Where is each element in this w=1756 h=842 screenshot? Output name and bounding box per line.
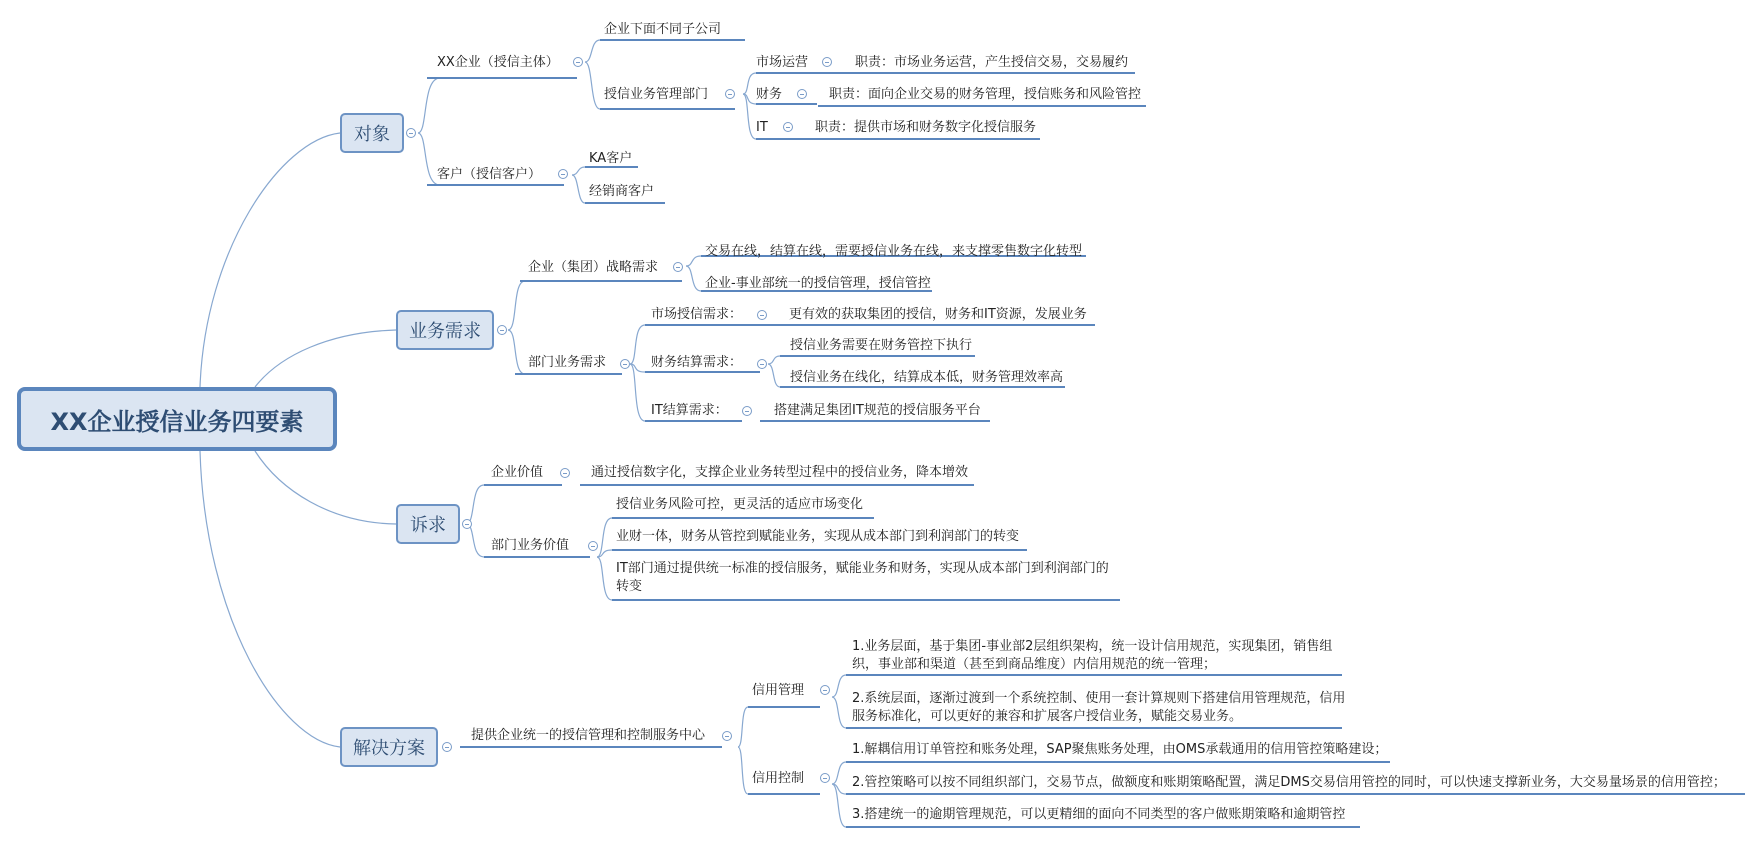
connector-value-item1 [597, 518, 612, 557]
node-credit-dept[interactable]: 授信业务管理部门 [604, 87, 709, 102]
connector-value-item3 [597, 557, 612, 600]
node-finance-demand-item2[interactable]: 授信业务在线化，结算成本低，财务管理效率高 [790, 370, 1064, 385]
collapse-icon[interactable] [560, 468, 570, 478]
connector-mgmt-item1 [832, 675, 846, 697]
node-enterprise-value[interactable]: 企业价值 [491, 465, 544, 480]
collapse-icon[interactable] [462, 519, 472, 529]
collapse-icon[interactable] [673, 262, 683, 272]
node-subsidiaries[interactable]: 企业下面不同子公司 [604, 22, 722, 37]
node-it[interactable]: IT [756, 120, 768, 135]
node-dept-demand[interactable]: 部门业务需求 [528, 355, 607, 370]
connector-mgmt-item2 [832, 697, 846, 728]
node-dept-value-item2[interactable]: 业财一体，财务从管控到赋能业务，实现从成本部门到利润部门的转变 [616, 529, 1020, 544]
connector-group-item2 [686, 266, 701, 291]
collapse-icon[interactable] [797, 89, 807, 99]
node-dept-value-item3[interactable]: IT部门通过提供统一标准的授信服务，赋能业务和财务，实现从成本部门到利润部门的转变 [616, 561, 1109, 594]
connector-dept-market [743, 73, 756, 94]
root-topic[interactable]: XX企业授信业务四要素 [17, 387, 337, 451]
collapse-icon[interactable] [497, 325, 507, 335]
node-mgmt-item1[interactable]: 1.业务层面，基于集团-事业部2层组织架构，统一设计信用规范，实现集团，销售组织，事业部和渠道（甚至到商品维度）内信用规范的统一管理； [852, 639, 1333, 672]
node-market-duty[interactable]: 职责：市场业务运营，产生授信交易，交易履约 [855, 55, 1129, 70]
connector-customer-ka [572, 167, 585, 175]
branch-demand[interactable]: 业务需求 [396, 310, 494, 350]
collapse-icon[interactable] [558, 169, 568, 179]
node-finance-duty[interactable]: 职责：面向企业交易的财务管理，授信账务和风险管控 [829, 87, 1142, 102]
branch-appeal[interactable]: 诉求 [396, 504, 460, 544]
collapse-icon[interactable] [820, 685, 830, 695]
branch-object[interactable]: 对象 [340, 113, 404, 153]
node-it-demand-item[interactable]: 搭建满足集团IT规范的授信服务平台 [774, 403, 981, 418]
node-ctrl-item3[interactable]: 3.搭建统一的逾期管理规范，可以更精细的面向不同类型的客户做账期策略和逾期管控 [852, 807, 1346, 822]
node-group-item1[interactable]: 交易在线，结算在线，需要授信业务在线，来支撑零售数字化转型 [705, 244, 1083, 259]
connector-finance-item1 [768, 356, 780, 364]
connector-appeal-dept [466, 524, 484, 557]
collapse-icon[interactable] [725, 89, 735, 99]
node-it-duty[interactable]: 职责：提供市场和财务数字化授信服务 [815, 120, 1037, 135]
node-market-ops[interactable]: 市场运营 [756, 55, 809, 70]
node-market-demand[interactable]: 市场授信需求： [651, 307, 743, 322]
connector-customer-dealer [572, 175, 585, 203]
connector-finance-item2 [768, 364, 780, 387]
connector-center-mgmt [738, 707, 748, 747]
connector-object-enterprise [418, 78, 440, 133]
connector-group-item1 [686, 256, 701, 266]
connector-root-appeal [255, 451, 396, 524]
node-dept-value[interactable]: 部门业务价值 [491, 538, 570, 553]
node-it-demand[interactable]: IT结算需求： [651, 403, 728, 418]
collapse-icon[interactable] [757, 359, 767, 369]
connector-enterprise-dept [585, 62, 600, 109]
collapse-icon[interactable] [588, 541, 598, 551]
connector-root-demand [255, 330, 396, 387]
branch-solution[interactable]: 解决方案 [340, 727, 438, 767]
node-finance[interactable]: 财务 [756, 87, 783, 102]
collapse-icon[interactable] [442, 742, 452, 752]
connector-demand-group [508, 281, 525, 330]
connector-root-object [200, 133, 340, 387]
node-mgmt-item2[interactable]: 2.系统层面，逐渐过渡到一个系统控制、使用一套计算规则下搭建信用管理规范，信用服务标准化，可以更好的兼容和扩展客户授信业务，赋能交易业务。 [852, 691, 1346, 724]
node-finance-demand-item1[interactable]: 授信业务需要在财务管控下执行 [790, 338, 973, 353]
node-ctrl-item2[interactable]: 2.管控策略可以按不同组织部门，交易节点，做额度和账期策略配置，满足DMS交易信用管控的同时，可以快速支撑新业务，大交易量场景的信用管控； [852, 775, 1726, 790]
collapse-icon[interactable] [742, 406, 752, 416]
node-market-demand-item[interactable]: 更有效的获取集团的授信，财务和IT资源，发展业务 [789, 307, 1087, 322]
connector-root-solution [200, 451, 340, 747]
collapse-icon[interactable] [757, 310, 767, 320]
connector-dept-it-demand [630, 364, 645, 421]
node-enterprise-value-item[interactable]: 通过授信数字化，支撑企业业务转型过程中的授信业务，降本增效 [591, 465, 969, 480]
node-ka-customer[interactable]: KA客户 [589, 151, 633, 166]
node-ctrl-item1[interactable]: 1.解耦信用订单管控和账务处理，SAP聚焦账务处理，由OMS承载通用的信用管控策略建设； [852, 742, 1388, 757]
node-service-center[interactable]: 提供企业统一的授信管理和控制服务中心 [471, 728, 706, 743]
collapse-icon[interactable] [573, 57, 583, 67]
node-dept-value-item1[interactable]: 授信业务风险可控，更灵活的适应市场变化 [616, 497, 864, 512]
collapse-icon[interactable] [406, 128, 416, 138]
connector-demand-dept [508, 330, 525, 374]
collapse-icon[interactable] [620, 359, 630, 369]
collapse-icon[interactable] [820, 773, 830, 783]
node-dealer-customer[interactable]: 经销商客户 [589, 184, 655, 199]
node-credit-ctrl[interactable]: 信用控制 [752, 771, 805, 786]
node-enterprise[interactable]: XX企业（授信主体） [437, 55, 559, 70]
connector-center-ctrl [738, 747, 748, 794]
node-customer[interactable]: 客户（授信客户） [437, 167, 542, 182]
connector-dept-market-demand [630, 325, 645, 364]
connector-ctrl-item1 [832, 762, 846, 784]
collapse-icon[interactable] [783, 122, 793, 132]
connector-appeal-enterprise [466, 485, 484, 524]
node-credit-mgmt[interactable]: 信用管理 [752, 683, 805, 698]
node-finance-demand[interactable]: 财务结算需求： [651, 355, 743, 370]
node-group-item2[interactable]: 企业-事业部统一的授信管理，授信管控 [705, 276, 931, 291]
node-group-strategy[interactable]: 企业（集团）战略需求 [528, 260, 659, 275]
collapse-icon[interactable] [722, 731, 732, 741]
collapse-icon[interactable] [822, 57, 832, 67]
connector-enterprise-subs [585, 40, 600, 62]
